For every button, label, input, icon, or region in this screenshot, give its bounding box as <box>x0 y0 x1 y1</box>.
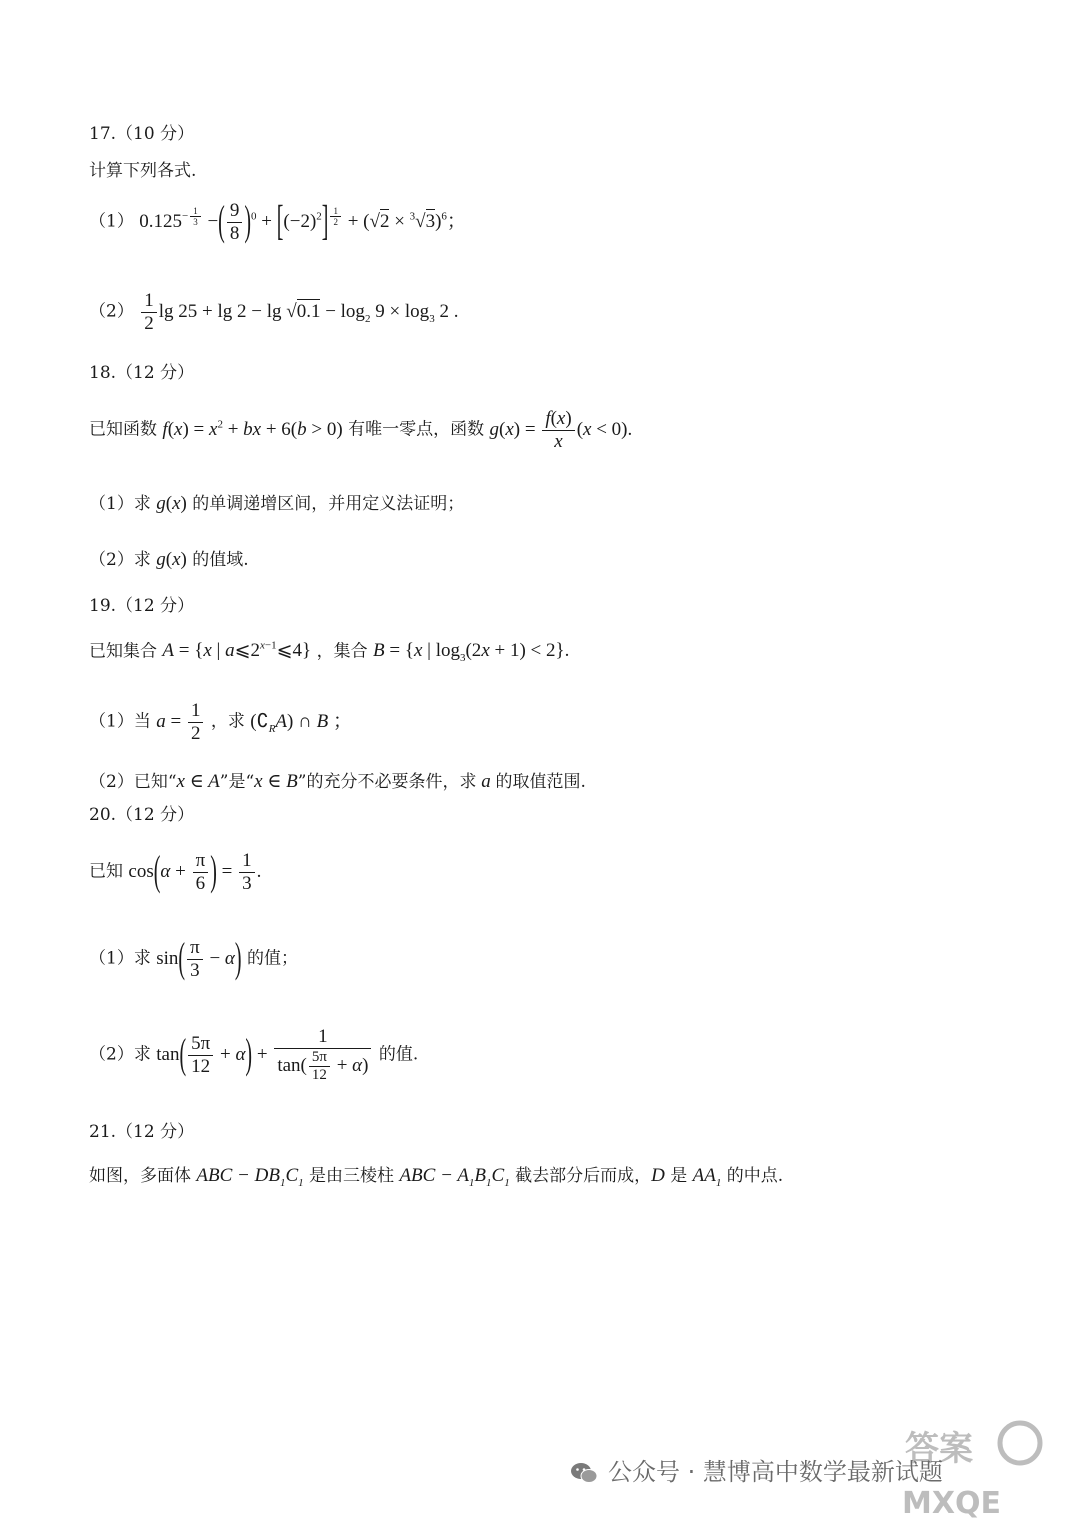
q20-part1 <box>89 937 298 982</box>
q19-p1-label: （1）当 <box>89 711 151 732</box>
q19-p2-text-d: 的取值范围. <box>495 772 586 792</box>
q21-segment: $AA_1$ <box>692 1165 722 1189</box>
q20-heading: 20.（12 分） <box>89 805 195 825</box>
wechat-watermark <box>570 1452 943 1487</box>
q20-p2-label: （2）求 <box>89 1044 151 1065</box>
q21-polyhedron: ABC − $DB_1C_1$ <box>196 1165 304 1189</box>
q19-set-a: A = {x | $a⩽2^{x-1}⩽4$} <box>162 640 312 662</box>
q21-text-a: 如图，多面体 <box>89 1166 191 1186</box>
q19-p2-condition-b: x ∈ B <box>254 771 298 792</box>
svg-text:答案: 答案 <box>905 1429 973 1469</box>
q17-p1-formula: $0.125^{- \frac{1}{3}}$ −( $\frac{9}{8}$ )$^0 + [(-2)^2]$ $^{\frac{1}{2}}$ + $(√2 \times ^3√3)^6$； <box>139 199 466 246</box>
q18-stem-prefix: 已知函数 <box>89 419 157 440</box>
q18-stem <box>89 408 632 453</box>
q19-stem-prefix: 已知集合 <box>89 641 157 662</box>
q18-p2-tail: 的值域. <box>192 550 249 570</box>
q20-p1-tail: 的值； <box>246 948 298 969</box>
q19-p2-condition-a: x ∈ A <box>176 771 220 792</box>
q17-p1-label: （1） <box>89 211 134 232</box>
q18-p1-label: （1）求 <box>89 494 151 514</box>
q17-intro: 计算下列各式. <box>89 161 197 181</box>
q18-g-definition: g(x) = $\frac{f(x)}{x}$ (x < 0). <box>489 408 633 452</box>
q19-p2-var-a: a <box>476 771 496 792</box>
q20-stem <box>89 850 261 895</box>
q17-p2-formula: $\frac{1}{2}$ $\lg 25 + \lg 2 - \lg √0.1 - \log_2 9 \times \log_3 2$ . <box>139 301 458 322</box>
q19-p2-text-a: （2）已知“ <box>89 772 177 792</box>
q19-set-b: B = {x | $\log_3(2x + 1) < 2$}. <box>373 640 570 665</box>
q19-part2 <box>89 771 586 794</box>
q21-text-c: 截去部分后而成， <box>515 1166 652 1186</box>
q19-p1-a-value: a = $\frac{1}{2}$ <box>156 711 205 732</box>
q21-stem <box>89 1165 783 1190</box>
q19-p1-mid: ，求 <box>210 711 245 732</box>
q18-p2-label: （2）求 <box>89 550 151 570</box>
q21-text-b: 是由三棱柱 <box>309 1166 395 1186</box>
q20-p2-tail: 的值. <box>378 1044 419 1065</box>
q18-heading: 18.（12 分） <box>89 363 195 383</box>
q19-stem <box>89 640 569 665</box>
q19-p1-expression: $(∁_RA)$ ∩ B ； <box>250 710 352 735</box>
q20-stem-prefix: 已知 <box>89 861 123 882</box>
q19-p2-text-c: ”的充分不必要条件，求 <box>297 772 477 792</box>
q17-p2-label: （2） <box>89 301 134 322</box>
q17-part1 <box>89 200 466 245</box>
q20-part2 <box>89 1026 418 1084</box>
q21-text-e: 的中点. <box>726 1166 784 1186</box>
q17-heading: 17.（10 分） <box>89 124 195 144</box>
q19-part1 <box>89 700 352 745</box>
q18-stem-mid: 有唯一零点，函数 <box>348 419 485 440</box>
q18-part1 <box>89 493 464 516</box>
q18-p1-math: g(x) <box>156 493 187 514</box>
q19-p2-text-b: ”是“ <box>219 772 255 792</box>
q21-prism: ABC − $A_1B_1C_1$ <box>399 1165 510 1189</box>
wechat-icon <box>570 1462 598 1484</box>
q20-p1-expression: sin( $\frac{\pi}{3}$ − α) <box>156 936 242 983</box>
q18-f-definition: $f(x) = x^2$ + bx + 6(b > 0) <box>162 418 343 440</box>
svg-text:MXQE: MXQE <box>902 1486 1001 1520</box>
q19-heading: 19.（12 分） <box>89 596 195 616</box>
q21-text-d: 是 <box>670 1166 688 1186</box>
q21-heading: 21.（12 分） <box>89 1122 195 1142</box>
q18-part2 <box>89 549 249 572</box>
q20-p2-expression: tan( $\frac{5\pi}{12}$ + α) + 1 tan( $\frac{5\pi}{12}$ + α) <box>156 1044 373 1065</box>
q20-p1-label: （1）求 <box>89 948 151 969</box>
watermark-text: 公众号 · 慧博高中数学最新试题 <box>608 1458 943 1486</box>
q18-p1-tail: 的单调递增区间，并用定义法证明； <box>192 494 465 514</box>
q18-p2-math: g(x) <box>156 549 187 570</box>
q19-stem-mid: ，集合 <box>316 641 368 662</box>
q21-point-d: D <box>651 1165 665 1186</box>
q20-given: cos(α + $\frac{\pi}{6}$ ) = $\frac{1}{3}$ . <box>128 849 262 896</box>
q17-part2 <box>89 290 458 335</box>
